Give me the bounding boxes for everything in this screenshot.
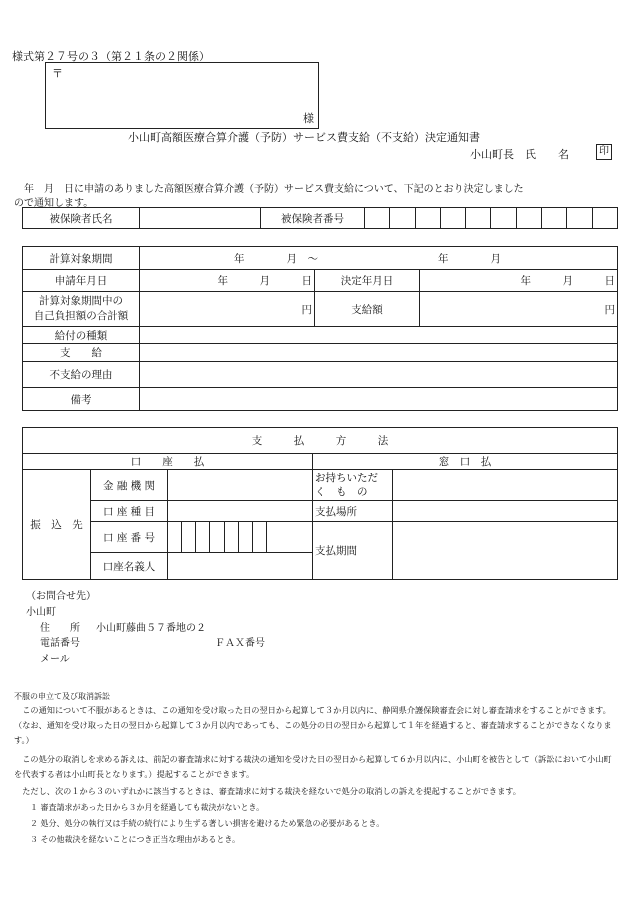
period-from: 年 月 ～ — [234, 252, 318, 265]
appeal-item-3: ３ その他裁決を経ないことにつき正当な理由があるとき。 — [30, 835, 241, 844]
payment-method-table — [22, 427, 618, 580]
insured-name-field[interactable] — [140, 208, 261, 229]
bank-field[interactable] — [168, 470, 313, 501]
insured-number-label: 被保険者番号 — [261, 208, 365, 229]
transfer-header: 口 座 払 — [23, 454, 313, 470]
burden-total-label: 計算対象期間中の 自己負担額の合計額 — [23, 292, 140, 327]
address-box — [45, 62, 319, 129]
appeal-item-2: ２ 処分、処分の執行又は手続の続行により生ずる著しい損害を避けるため緊急の必要があるとき。 — [30, 819, 385, 828]
decision-date-label: 決定年月日 — [315, 270, 420, 292]
phone-label: 電話番号 — [40, 638, 80, 649]
fax-label: ＦＡＸ番号 — [215, 638, 265, 649]
period-to: 年 月 — [438, 252, 501, 265]
apply-date-field[interactable]: 年 月 日 — [140, 270, 315, 292]
decision-date-field[interactable]: 年 月 日 — [420, 270, 618, 292]
counter-header: 窓 口 払 — [313, 454, 618, 470]
appeal-item-1: １ 審査請求があった日から３か月を経過しても裁決がないとき。 — [30, 803, 265, 812]
pickup-items-label: お持ちいただ く も の — [313, 470, 393, 501]
account-holder-field[interactable] — [168, 553, 313, 580]
payment-method-title: 支 払 方 法 — [23, 428, 618, 454]
pickup-items-field[interactable] — [393, 470, 618, 501]
account-type-field[interactable] — [168, 501, 313, 522]
transfer-to-label: 振 込 先 — [23, 470, 91, 580]
payment-label: 支 給 — [23, 344, 140, 362]
burden-total-field[interactable]: 円 — [140, 292, 315, 327]
payment-amount-label: 支給額 — [315, 292, 420, 327]
form-number: 様式第２７号の３（第２１条の２関係） — [12, 50, 210, 63]
appeal-paragraph-1: この通知について不服があるときは、この通知を受け取った日の翌日から起算して３か月以内に、静岡県介護保険審査会に対し審査請求をすることができます。（なお、通知を受け取った日の翌日から起算して３か月以内であっても、この処分の日の翌日から起算して１年を経過すると、審査請求することができなくなります。） — [14, 705, 612, 745]
nonpay-reason-field[interactable] — [140, 362, 618, 388]
insured-name-label: 被保険者氏名 — [23, 208, 140, 229]
appeal-paragraph-2: この処分の取消しを求める訴えは、前記の審査請求に対する裁決の通知を受けた日の翌日から起算して６か月以内に、小山町を被告として（訴訟において小山町を代表する者は小山町長となります。）提起することができます。 — [14, 754, 612, 779]
postal-mark: 〒 — [52, 67, 63, 80]
payment-field[interactable] — [140, 344, 618, 362]
account-number-label: 口 座 番 号 — [91, 522, 168, 553]
address-label: 住 所 — [40, 623, 80, 634]
apply-date-label: 申請年月日 — [23, 270, 140, 292]
remarks-field[interactable] — [140, 388, 618, 411]
issuer-name: 小山町長 氏 名 — [470, 148, 569, 161]
payment-amount-field[interactable]: 円 — [420, 292, 618, 327]
insured-number-field[interactable] — [365, 208, 618, 229]
appeal-heading: 不服の申立て及び取消訴訟 — [14, 692, 110, 701]
mail-label: メール — [40, 654, 70, 665]
address-value: 小山町藤曲５７番地の２ — [96, 623, 206, 634]
payment-place-field[interactable] — [393, 501, 618, 522]
payment-period-field[interactable] — [393, 522, 618, 580]
main-table — [22, 246, 618, 411]
contact-office: 小山町 — [26, 607, 56, 618]
intro-line-2: ので通知します。 — [14, 198, 94, 209]
contact-heading: （お問合せ先） — [26, 591, 96, 602]
payment-place-label: 支払場所 — [313, 501, 393, 522]
honorific: 様 — [303, 112, 314, 125]
payment-period-label: 支払期間 — [313, 522, 393, 580]
intro-line-1: 年 月 日に申請のありました高額医療合算介護（予防）サービス費支給について、下記のとおり決定しました — [14, 184, 524, 195]
document-title: 小山町高額医療合算介護（予防）サービス費支給（不支給）決定通知書 — [128, 131, 480, 144]
account-type-label: 口 座 種 目 — [91, 501, 168, 522]
bank-label: 金 融 機 関 — [91, 470, 168, 501]
appeal-paragraph-3: ただし、次の１から３のいずれかに該当するときは、審査請求に対する裁決を経ないで処分の取消しの訴えを提起することができます。 — [14, 786, 521, 796]
period-field[interactable] — [140, 247, 618, 270]
seal-mark: 印 — [596, 144, 612, 160]
insured-table — [22, 207, 618, 229]
account-holder-label: 口座名義人 — [91, 553, 168, 580]
benefit-type-label: 給付の種類 — [23, 327, 140, 344]
nonpay-reason-label: 不支給の理由 — [23, 362, 140, 388]
remarks-label: 備考 — [23, 388, 140, 411]
benefit-type-field[interactable] — [140, 327, 618, 344]
period-label: 計算対象期間 — [23, 247, 140, 270]
account-number-field[interactable] — [168, 522, 313, 553]
